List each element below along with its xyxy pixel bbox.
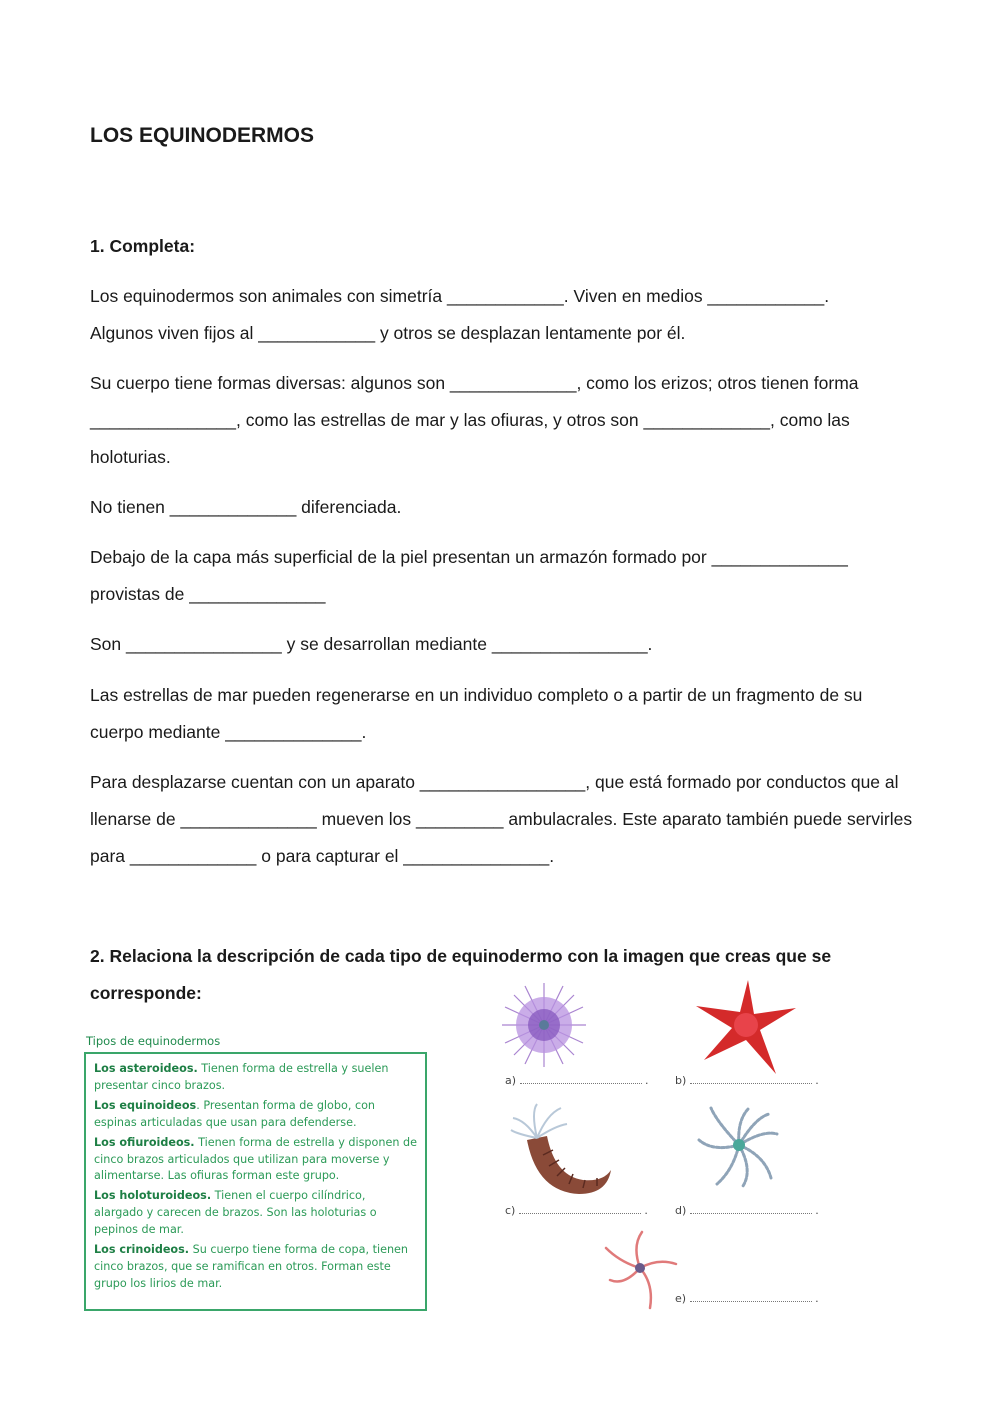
sea-urchin-icon — [500, 980, 588, 1070]
crinoid-icon — [693, 1100, 785, 1190]
type-item: Los crinoideos. Su cuerpo tiene forma de copa, tienen cinco brazos, que se ramifican en otros. Forman este grupo los lirios de mar. — [94, 1243, 409, 1290]
fill-in-paragraph-2: Su cuerpo tiene formas diversas: algunos son _____________, como los erizos; otros tienen forma _______________, como las estrellas de mar y las ofiuras, y otros son _____________, como las holoturias. — [90, 373, 864, 467]
fill-in-paragraph-5: Son ________________ y se desarrollan mediante ________________. — [90, 634, 653, 654]
fill-in-paragraph-3: No tienen _____________ diferenciada. — [90, 497, 402, 517]
sea-cucumber-icon — [507, 1100, 615, 1200]
fill-in-paragraph-7: Para desplazarse cuentan con un aparato _________________, que está formado por conductos que al llenarse de ______________ mueven los _________ ambulacrales. Este aparato también puede servirles para _____________ o para capturar el _______________. — [90, 772, 917, 866]
answer-line-c[interactable]: c) . — [505, 1204, 648, 1217]
answer-line-b[interactable]: b) . — [675, 1074, 819, 1087]
fill-in-paragraph-1: Los equinodermos son animales con simetría ____________. Viven en medios ____________. Algunos viven fijos al ____________ y otros se desplazan lentamente por él. — [90, 286, 830, 343]
types-title: Tipos de equinodermos — [86, 1034, 221, 1048]
types-box — [84, 1052, 427, 1311]
type-item: Los holoturoideos. Tienen el cuerpo cilíndrico, alargado y carecen de brazos. Son las holoturias o pepinos de mar. — [94, 1189, 377, 1237]
type-item: Los ofiuroideos. Tienen forma de estrella y disponen de cinco brazos articulados que utilizan para moverse y alimentarse. Las ofiuras forman este grupo. — [94, 1135, 417, 1183]
type-item: Los equinoideos. Presentan forma de globo, con espinas articuladas que usan para defenderse. — [94, 1098, 376, 1129]
answer-line-a[interactable]: a) . — [505, 1074, 649, 1087]
starfish-icon — [694, 978, 798, 1076]
question-1-heading: 1. Completa: — [90, 236, 196, 256]
page-title: LOS EQUINODERMOS — [90, 124, 315, 147]
answer-line-e[interactable]: e) . — [675, 1292, 819, 1305]
fill-in-paragraph-4: Debajo de la capa más superficial de la piel presentan un armazón formado por ______________ provistas de ______________ — [90, 547, 853, 604]
answer-line-d[interactable]: d) . — [675, 1204, 819, 1217]
question-2-heading: 2. Relaciona la descripción de cada tipo de equinodermo con la imagen que creas que se corresponde: — [90, 946, 832, 1003]
type-item: Los asteroideos. Tienen forma de estrella y suelen presentar cinco brazos. — [94, 1062, 389, 1092]
brittle-star-icon — [602, 1228, 678, 1312]
fill-in-paragraph-6: Las estrellas de mar pueden regenerarse en un individuo completo o a partir de un fragmento de su cuerpo mediante ______________. — [90, 685, 868, 742]
